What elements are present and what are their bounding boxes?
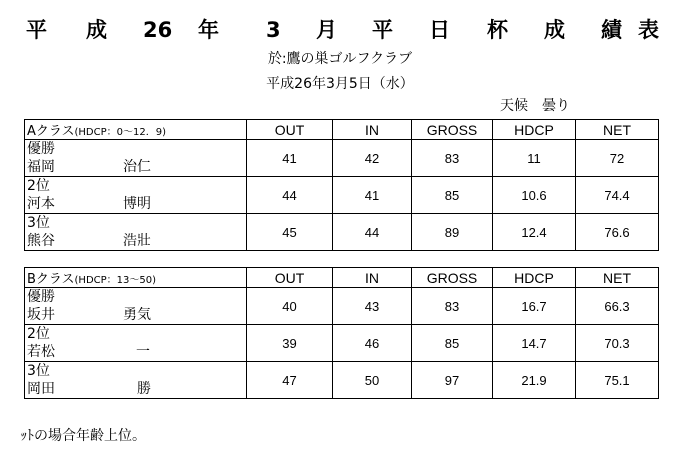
gross-score: 83 (412, 288, 493, 325)
hdcp-value: 10.6 (493, 177, 576, 214)
in-score: 44 (333, 214, 412, 251)
table-row (25, 140, 659, 177)
rank-label: 優勝 (27, 141, 55, 157)
table-row (25, 325, 659, 362)
player-name (27, 232, 246, 250)
class-range: (HDCP：13～50) (74, 275, 157, 286)
class-a-table (24, 119, 659, 251)
table-row (25, 362, 659, 399)
player-cell (25, 177, 247, 214)
hdcp-value: 21.9 (493, 362, 576, 399)
class-label: Bクラス (27, 272, 75, 287)
class-label: Aクラス (27, 124, 75, 139)
column-header-hdcp: HDCP (493, 120, 576, 140)
gross-score: 85 (412, 325, 493, 362)
family-name: 熊谷 (27, 233, 55, 249)
gross-score: 83 (412, 140, 493, 177)
given-name: 一 (136, 344, 150, 360)
player-name (27, 195, 246, 213)
hdcp-value: 14.7 (493, 325, 576, 362)
class-b-heading (25, 268, 247, 288)
column-header-hdcp: HDCP (493, 268, 576, 288)
column-header-in: IN (333, 120, 412, 140)
net-score: 66.3 (576, 288, 659, 325)
player-name (27, 380, 246, 398)
out-score: 44 (247, 177, 333, 214)
net-score: 75.1 (576, 362, 659, 399)
title-char: 成 (544, 18, 565, 42)
gross-score: 97 (412, 362, 493, 399)
gross-score: 89 (412, 214, 493, 251)
net-score: 72 (576, 140, 659, 177)
family-name: 河本 (27, 196, 55, 212)
column-header-out: OUT (247, 120, 333, 140)
column-header-out: OUT (247, 268, 333, 288)
player-cell (25, 140, 247, 177)
rank-label: 優勝 (27, 289, 55, 305)
class-range: (HDCP：0～12．9) (74, 127, 166, 138)
venue-line: 於:鷹の巣ゴルフクラブ (267, 51, 413, 67)
title-char: 成 (86, 18, 107, 42)
player-cell (25, 214, 247, 251)
class-b-table (24, 267, 659, 399)
given-name: 治仁 (123, 159, 151, 175)
player-name (27, 306, 246, 324)
table-row (25, 288, 659, 325)
column-header-gross: GROSS (412, 120, 493, 140)
title-char: 年 (198, 18, 219, 42)
in-score: 46 (333, 325, 412, 362)
given-name: 浩壯 (123, 233, 151, 249)
given-name: 博明 (123, 196, 151, 212)
out-score: 41 (247, 140, 333, 177)
in-score: 50 (333, 362, 412, 399)
net-score: 70.3 (576, 325, 659, 362)
out-score: 40 (247, 288, 333, 325)
title-char: 績 (601, 18, 622, 42)
out-score: 45 (247, 214, 333, 251)
rank-label: 3位 (27, 363, 50, 379)
given-name: 勝 (137, 381, 151, 397)
table-row (25, 177, 659, 214)
hdcp-value: 16.7 (493, 288, 576, 325)
title-char: 平 (372, 18, 393, 42)
family-name: 若松 (27, 344, 55, 360)
hdcp-value: 11 (493, 140, 576, 177)
player-name (27, 343, 246, 361)
given-name: 勇気 (123, 307, 151, 323)
table-header-row (25, 268, 659, 288)
player-cell (25, 325, 247, 362)
column-header-net: NET (576, 120, 659, 140)
rank-label: 2位 (27, 178, 50, 194)
in-score: 41 (333, 177, 412, 214)
net-score: 74.4 (576, 177, 659, 214)
gross-score: 85 (412, 177, 493, 214)
table-row (25, 214, 659, 251)
title-char: 平 (26, 18, 47, 42)
footnote: ｯﾄの場合年齢上位。 (20, 428, 146, 444)
net-score: 76.6 (576, 214, 659, 251)
title-char: 杯 (487, 18, 508, 42)
title-char: 26 (143, 18, 173, 42)
title-char: 月 (316, 18, 337, 42)
rank-label: 3位 (27, 215, 50, 231)
column-header-gross: GROSS (412, 268, 493, 288)
weather-note: 天候 曇り (500, 98, 570, 114)
family-name: 岡田 (27, 381, 55, 397)
title-char: 3 (266, 18, 281, 42)
in-score: 42 (333, 140, 412, 177)
out-score: 39 (247, 325, 333, 362)
rank-label: 2位 (27, 326, 50, 342)
event-date: 平成26年3月5日（水） (266, 76, 414, 92)
column-header-net: NET (576, 268, 659, 288)
title-char: 日 (429, 18, 450, 42)
page-title (26, 16, 666, 44)
hdcp-value: 12.4 (493, 214, 576, 251)
out-score: 47 (247, 362, 333, 399)
family-name: 福岡 (27, 159, 55, 175)
player-cell (25, 288, 247, 325)
player-cell (25, 362, 247, 399)
player-name (27, 158, 246, 176)
class-a-heading (25, 120, 247, 140)
title-char: 表 (638, 18, 659, 42)
column-header-in: IN (333, 268, 412, 288)
family-name: 坂井 (27, 307, 55, 323)
table-header-row (25, 120, 659, 140)
in-score: 43 (333, 288, 412, 325)
